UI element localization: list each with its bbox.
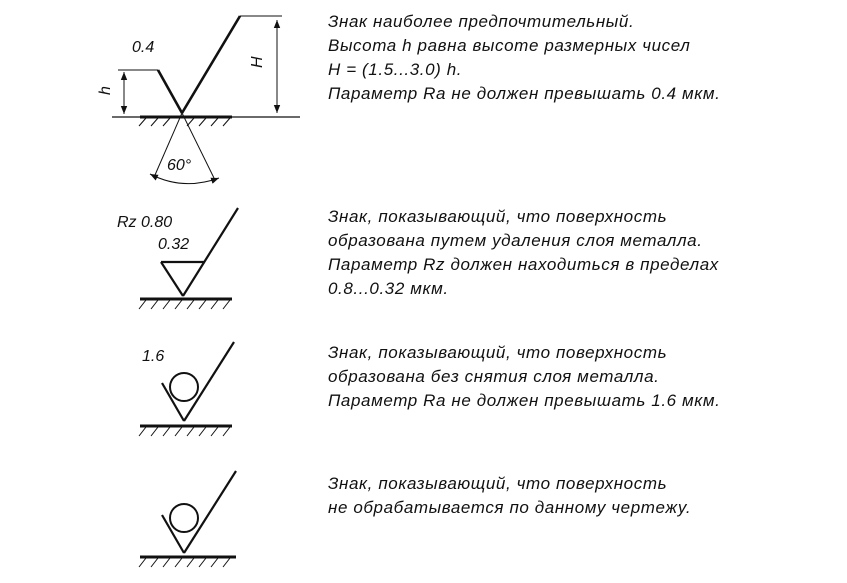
symbol-1-h-label: h <box>97 86 114 95</box>
symbol-2-description <box>328 205 719 301</box>
description-line: Знак наиболее предпочтительный. <box>328 12 635 31</box>
description-line: Параметр Rz должен находиться в пределах <box>328 255 719 274</box>
symbol-4-not-machined-sign <box>139 471 236 567</box>
description-line: Высота h равна высоте размерных чисел <box>328 36 691 55</box>
description-line: Знак, показывающий, что поверхность <box>328 207 668 226</box>
description-line: образована путем удаления слоя металла. <box>328 231 703 250</box>
description-line: 0.8...0.32 мкм. <box>328 279 449 298</box>
symbol-4-description <box>328 472 691 520</box>
symbol-2-value-top-label: Rz 0.80 <box>117 214 173 231</box>
symbol-3-value-label: 1.6 <box>142 348 165 365</box>
description-line: H = (1.5...3.0) h. <box>328 60 463 79</box>
description-line: Знак, показывающий, что поверхность <box>328 343 668 362</box>
description-line: Параметр Ra не должен превышать 0.4 мкм. <box>328 84 721 103</box>
description-line: Параметр Ra не должен превышать 1.6 мкм. <box>328 391 721 410</box>
symbol-1-angle-label: 60° <box>167 157 192 174</box>
symbol-2-value-bottom-label: 0.32 <box>158 236 190 253</box>
symbol-3-description <box>328 341 720 413</box>
description-line: Знак, показывающий, что поверхность <box>328 474 668 493</box>
symbol-1-value-label: 0.4 <box>132 39 155 56</box>
description-line: образована без снятия слоя металла. <box>328 367 660 386</box>
symbol-1-H-label: H <box>249 56 266 68</box>
symbol-1-description <box>328 10 720 106</box>
description-line: не обрабатывается по данному чертежу. <box>328 498 692 517</box>
